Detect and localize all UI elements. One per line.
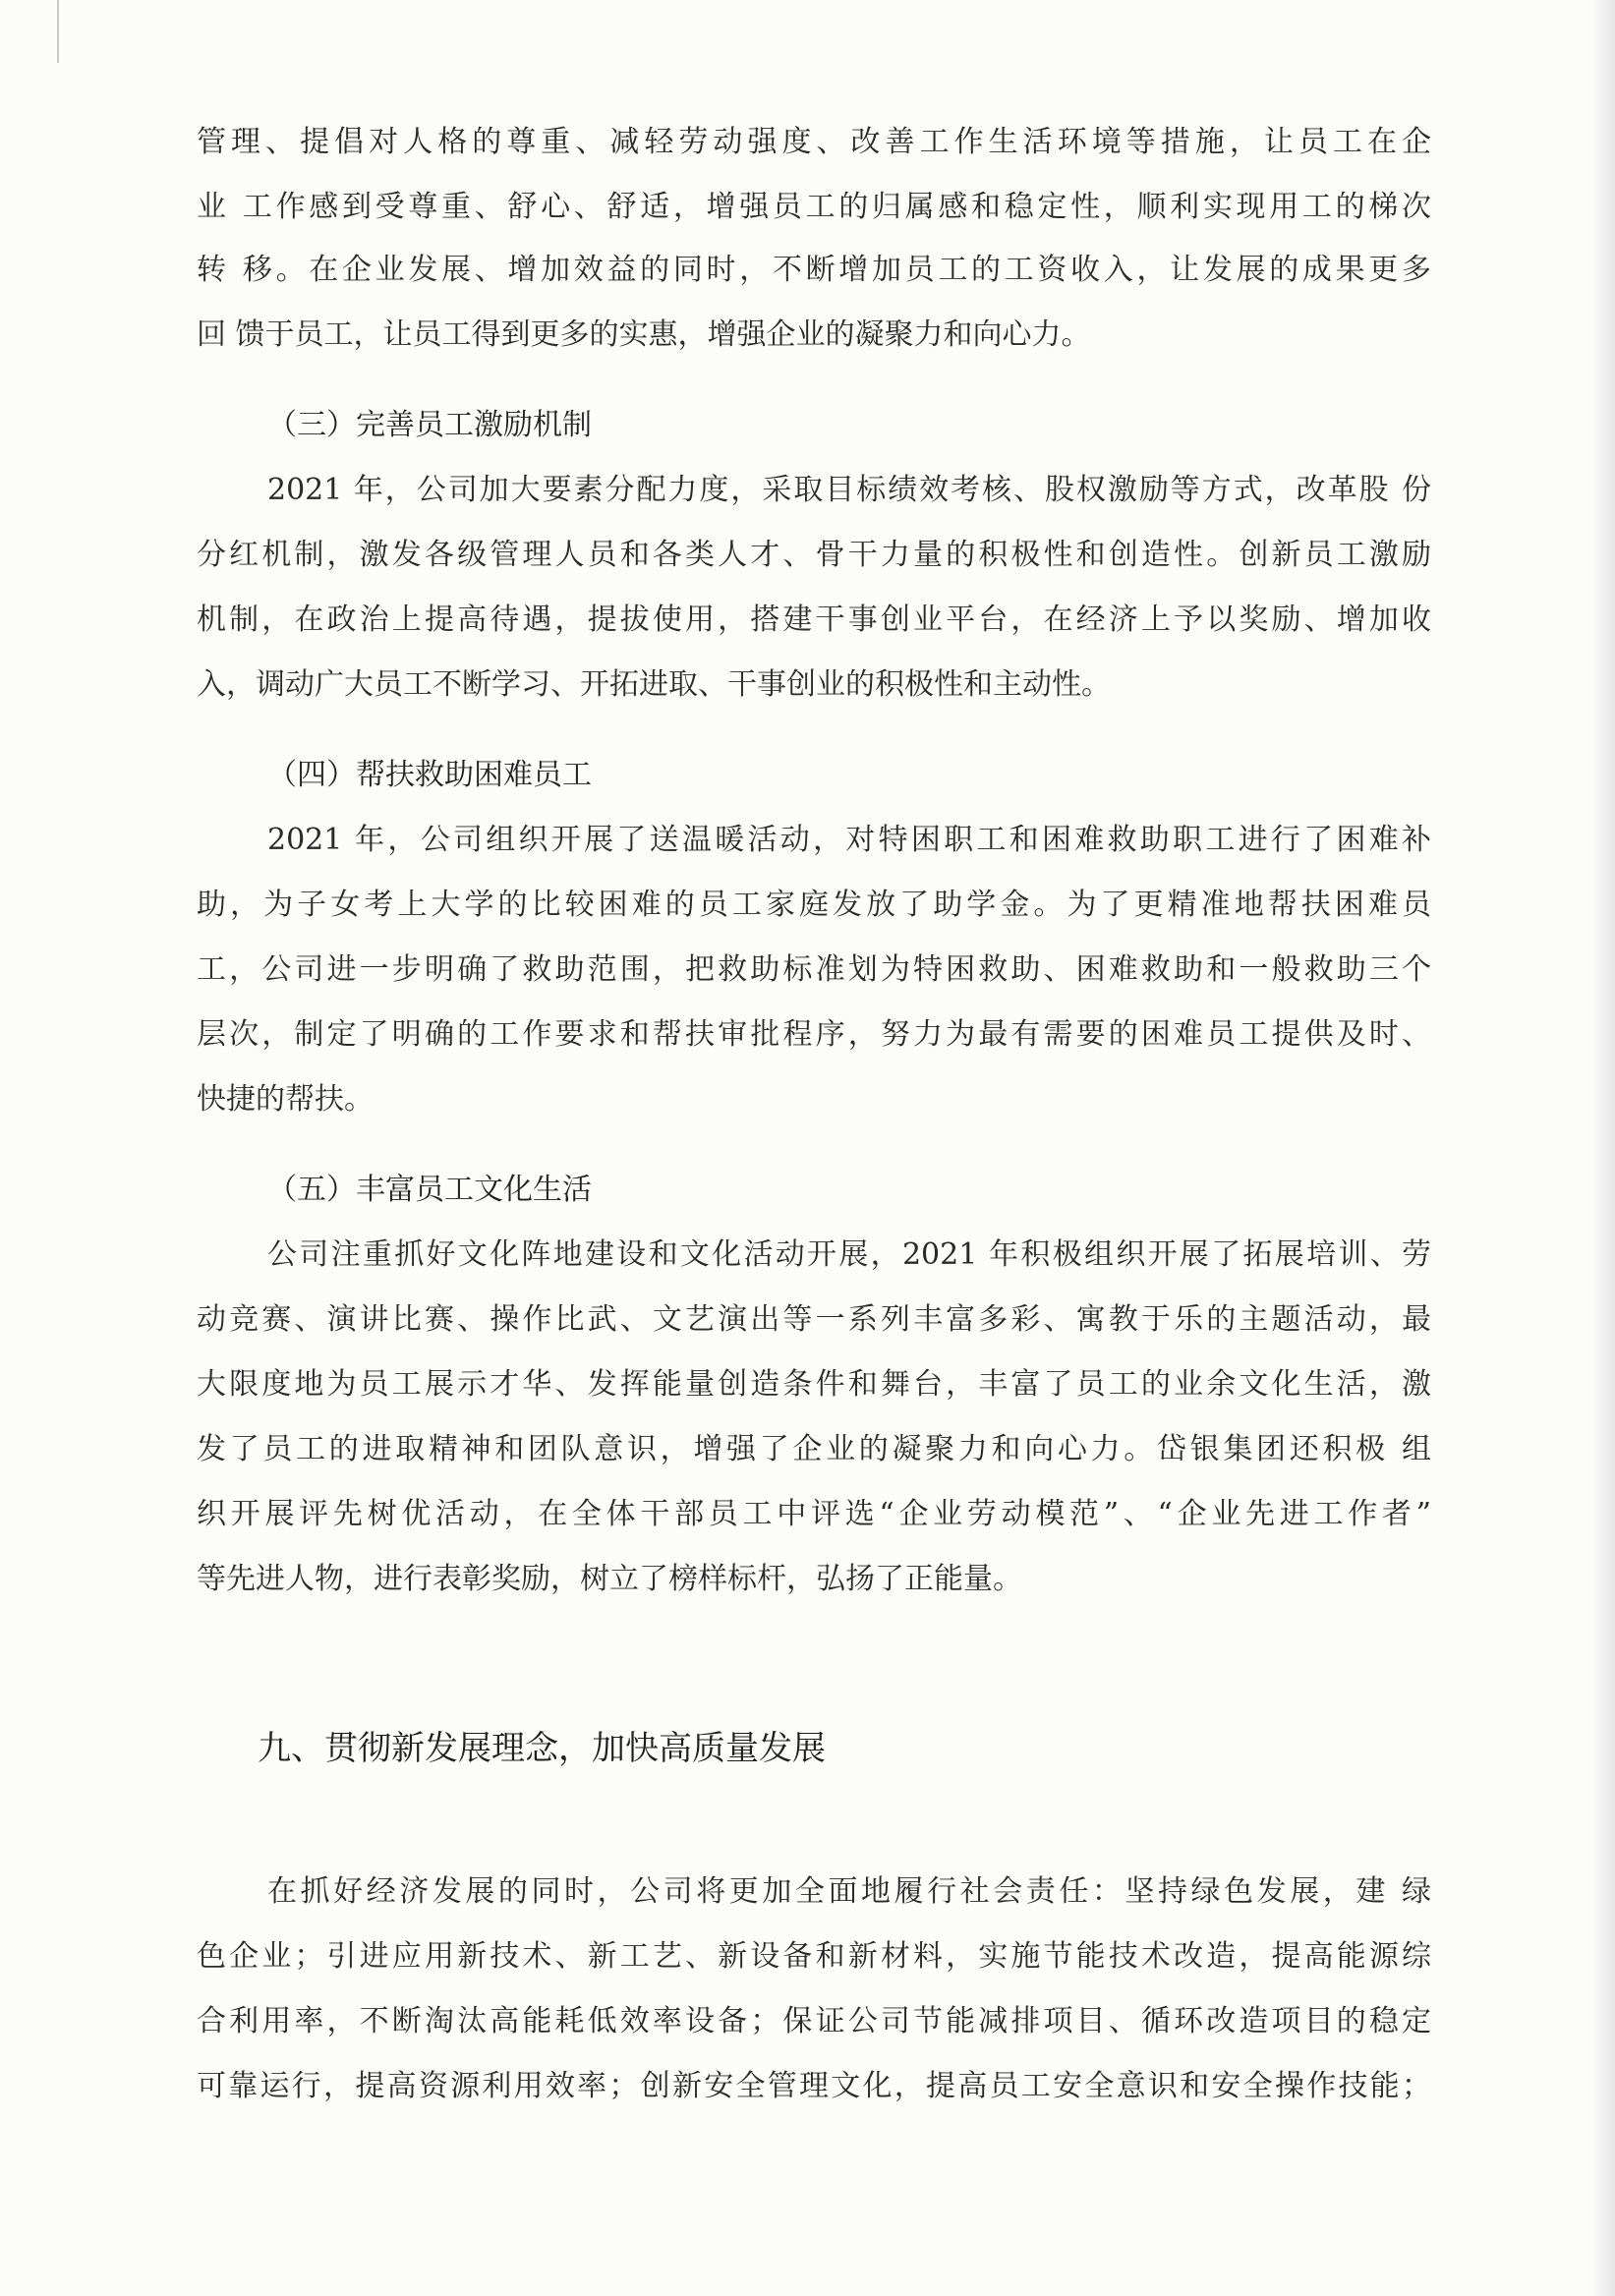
- paragraph-line: 等先进人物，进行表彰奖励，树立了榜样标杆，弘扬了正能量。: [197, 1562, 1022, 1596]
- paragraph-line: 在抓好经济发展的同时，公司将更加全面地履行社会责任：坚持绿色发展，建 绿: [267, 1874, 1431, 1909]
- section-subheading: （五）丰富员工文化生活: [267, 1173, 592, 1207]
- paragraph-line: 管理、提倡对人格的尊重、减轻劳动强度、改善工作生活环境等措施，让员工在企: [197, 125, 1431, 159]
- chapter-heading: 九、贯彻新发展理念，加快高质量发展: [258, 1729, 826, 1768]
- paragraph-line: 助，为子女考上大学的比较困难的员工家庭发放了助学金。为了更精准地帮扶困难员: [197, 888, 1431, 922]
- section-subheading: （三）完善员工激励机制: [267, 408, 592, 442]
- paragraph-line: 色企业；引进应用新技术、新工艺、新设备和新材料，实施节能技术改造，提高能源综: [197, 1939, 1431, 1974]
- paragraph-line: 公司注重抓好文化阵地建设和文化活动开展，2021 年积极组织开展了拓展培训、劳: [267, 1237, 1431, 1272]
- section-subheading: （四）帮扶救助困难员工: [267, 758, 592, 792]
- paragraph-line: 动竞赛、演讲比赛、操作比武、文艺演出等一系列丰富多彩、寓教于乐的主题活动，最: [197, 1302, 1431, 1337]
- paragraph-line: 回 馈于员工，让员工得到更多的实惠，增强企业的凝聚力和向心力。: [197, 317, 1091, 352]
- paragraph-line: 合利用率，不断淘汰高能耗低效率设备；保证公司节能减排项目、循环改造项目的稳定: [197, 2004, 1431, 2038]
- paragraph-line: 2021 年，公司加大要素分配力度，采取目标绩效考核、股权激励等方式，改革股 份: [267, 473, 1431, 507]
- paragraph-line: 织开展评先树优活动，在全体干部员工中评选“企业劳动模范”、“企业先进工作者”: [197, 1497, 1431, 1531]
- paragraph-line: 机制，在政治上提高待遇，提拔使用，搭建干事创业平台，在经济上予以奖励、增加收: [197, 603, 1431, 637]
- paragraph-line: 2021 年，公司组织开展了送温暖活动，对特困职工和困难救助职工进行了困难补: [267, 823, 1431, 857]
- paragraph-line: 可靠运行，提高资源利用效率；创新安全管理文化，提高员工安全意识和安全操作技能；: [197, 2069, 1431, 2103]
- paragraph-line: 大限度地为员工展示才华、发挥能量创造条件和舞台，丰富了员工的业余文化生活，激: [197, 1367, 1431, 1402]
- paragraph-line: 入，调动广大员工不断学习、开拓进取、干事创业的积极性和主动性。: [197, 667, 1111, 702]
- paragraph-line: 层次，制定了明确的工作要求和帮扶审批程序，努力为最有需要的困难员工提供及时、: [197, 1017, 1431, 1052]
- paragraph-line: 分红机制，激发各级管理人员和各类人才、骨干力量的积极性和创造性。创新员工激励: [197, 538, 1431, 572]
- paragraph-line: 转 移。在企业发展、增加效益的同时，不断增加员工的工资收入，让发展的成果更多: [197, 253, 1431, 287]
- paragraph-line: 发了员工的进取精神和团队意识，增强了企业的凝聚力和向心力。岱银集团还积极 组: [197, 1432, 1431, 1466]
- paragraph-line: 工，公司进一步明确了救助范围，把救助标准划为特困救助、困难救助和一般救助三个: [197, 952, 1431, 987]
- paragraph-line: 业 工作感到受尊重、舒心、舒适，增强员工的归属感和稳定性，顺利实现用工的梯次: [197, 190, 1431, 224]
- paragraph-line: 快捷的帮扶。: [197, 1082, 374, 1117]
